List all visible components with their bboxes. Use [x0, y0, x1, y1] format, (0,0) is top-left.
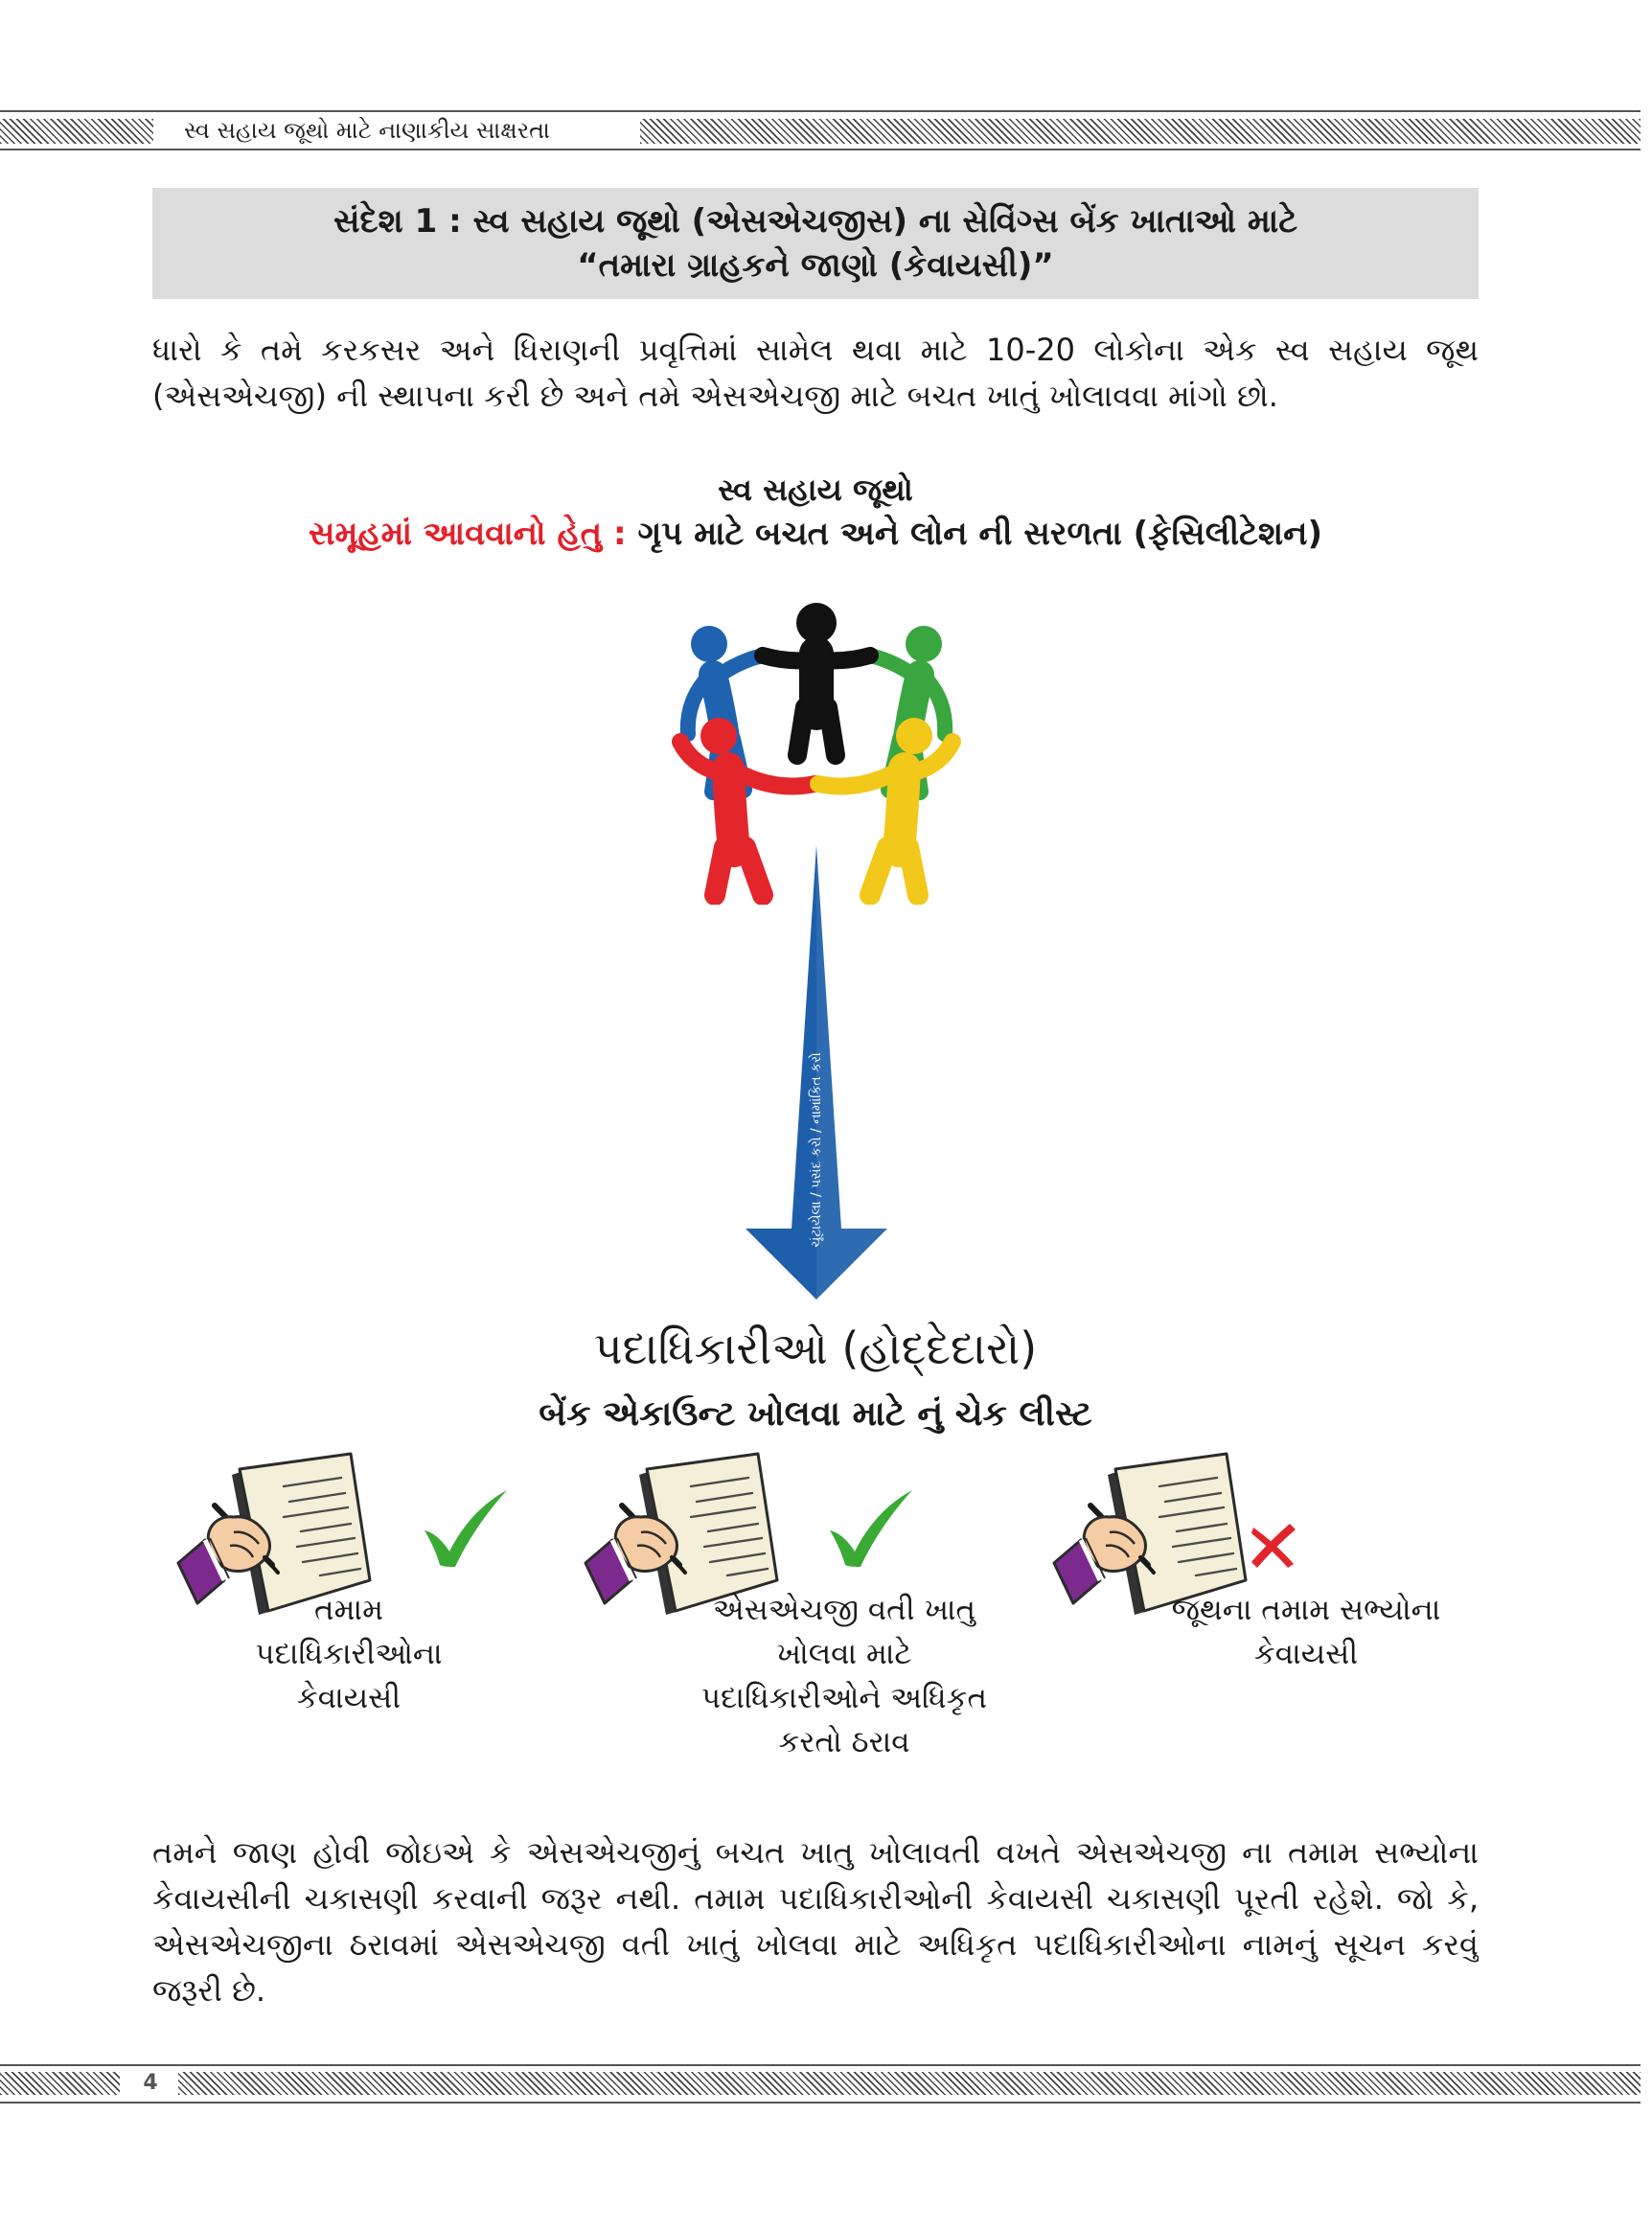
- figure-blue-head: [691, 626, 727, 662]
- caption-line: એસએચજી વતી ખાતુ: [712, 1593, 976, 1627]
- caption-line: કેવાયસી: [296, 1681, 402, 1715]
- caption-line: કેવાયસી: [1253, 1637, 1359, 1671]
- caption-line: ખોલવા માટે: [776, 1637, 912, 1671]
- footer-hatch-right: [178, 2072, 1641, 2095]
- header-rule-bottom: [0, 149, 1641, 150]
- caption-line: પદાધિકારીઓના: [255, 1637, 443, 1671]
- figure-yellow-head: [896, 718, 932, 754]
- page-number: 4: [134, 2069, 167, 2098]
- figure-black-head: [796, 603, 837, 643]
- running-header-title: સ્વ સહાય જૂથો માટે નાણાકીય સાક્ષરતા: [184, 113, 632, 148]
- note-paragraph: તમને જાણ હોવી જોઇએ કે એસએચજીનું બચત ખાતુ ખોલાવતી વખતે એસએચજી ના તમામ સભ્યોના કેવાયસીની ચકાસણી કરવાની જરૂર નથી. તમામ પદાધિકારીઓની કેવાયસી ચકાસણી પૂરતી રહેશે. જો કે, એસએચજીના ઠરાવમાં એસએચજી વતી ખાતું ખોલવા માટે અધિકૃત પદાધિકારીઓના નામનું સૂચન કરવું જરૂરી છે.: [152, 1834, 1479, 2009]
- message-box: [152, 188, 1479, 299]
- checklist-caption-1: [138, 1588, 560, 1720]
- group-title: સ્વ સહાય જૂથો: [718, 471, 913, 508]
- check-icon: [826, 1488, 914, 1569]
- purpose-label: સમૂહમાં આવવાનો હેતુ :: [308, 515, 627, 553]
- cross-icon: [1248, 1520, 1297, 1570]
- intro-paragraph: ધારો કે તમે કરકસર અને ધિરાણની પ્રવૃત્તિમાં સામેલ થવા માટે 10-20 લોકોના એક સ્વ સહાય જૂથ (એસએચજી) ની સ્થાપના કરી છે અને તમે એસએચજી માટે બચત ખાતું ખોલાવવા માંગો છો.: [152, 332, 1479, 414]
- checklist-caption-3: [1095, 1588, 1517, 1676]
- figure-green-head: [906, 626, 942, 662]
- purpose-line: [152, 512, 1479, 556]
- checklist-title: બેંક એકાઉન્ટ ખોલવા માટે નું ચેક લીસ્ટ: [539, 1394, 1092, 1434]
- check-icon: [421, 1488, 509, 1569]
- footer-rule-top: [0, 2064, 1641, 2066]
- purpose-text: ગૃપ માટે બચત અને લોન ની સરળતા (ફેસિલીટેશન): [637, 515, 1323, 553]
- message-title-line1: સંદેશ 1 : સ્વ સહાય જૂથો (એસએચજીસ) ના સેવિંગ્સ બેંક ખાતાઓ માટે: [333, 202, 1297, 241]
- footer-rule-bottom: [0, 2102, 1641, 2104]
- office-bearers-title: પદાધિકારીઓ (હોદ્દેદારો): [593, 1322, 1038, 1374]
- caption-line: તમામ: [314, 1593, 383, 1627]
- caption-line: જૂથના તમામ સભ્યોના: [1171, 1593, 1441, 1627]
- header-hatch-left: [0, 119, 153, 144]
- arrow-label: ચૂંટાયેલા / પસંદ કરો / નામાંકિત કરો: [809, 1052, 824, 1248]
- checklist-caption-2: [633, 1588, 1055, 1764]
- header-rule-top: [0, 110, 1641, 112]
- footer-hatch-left: [0, 2072, 120, 2095]
- caption-line: પદાધિકારીઓને અધિકૃત: [700, 1681, 988, 1715]
- figure-black: [763, 654, 870, 755]
- message-title-line2: “તમારા ગ્રાહકને જાણો (કેવાયસી)”: [577, 246, 1054, 285]
- caption-line: કરતો ઠરાવ: [778, 1725, 910, 1759]
- header-hatch-right: [640, 119, 1641, 144]
- figure-red-head: [700, 718, 737, 754]
